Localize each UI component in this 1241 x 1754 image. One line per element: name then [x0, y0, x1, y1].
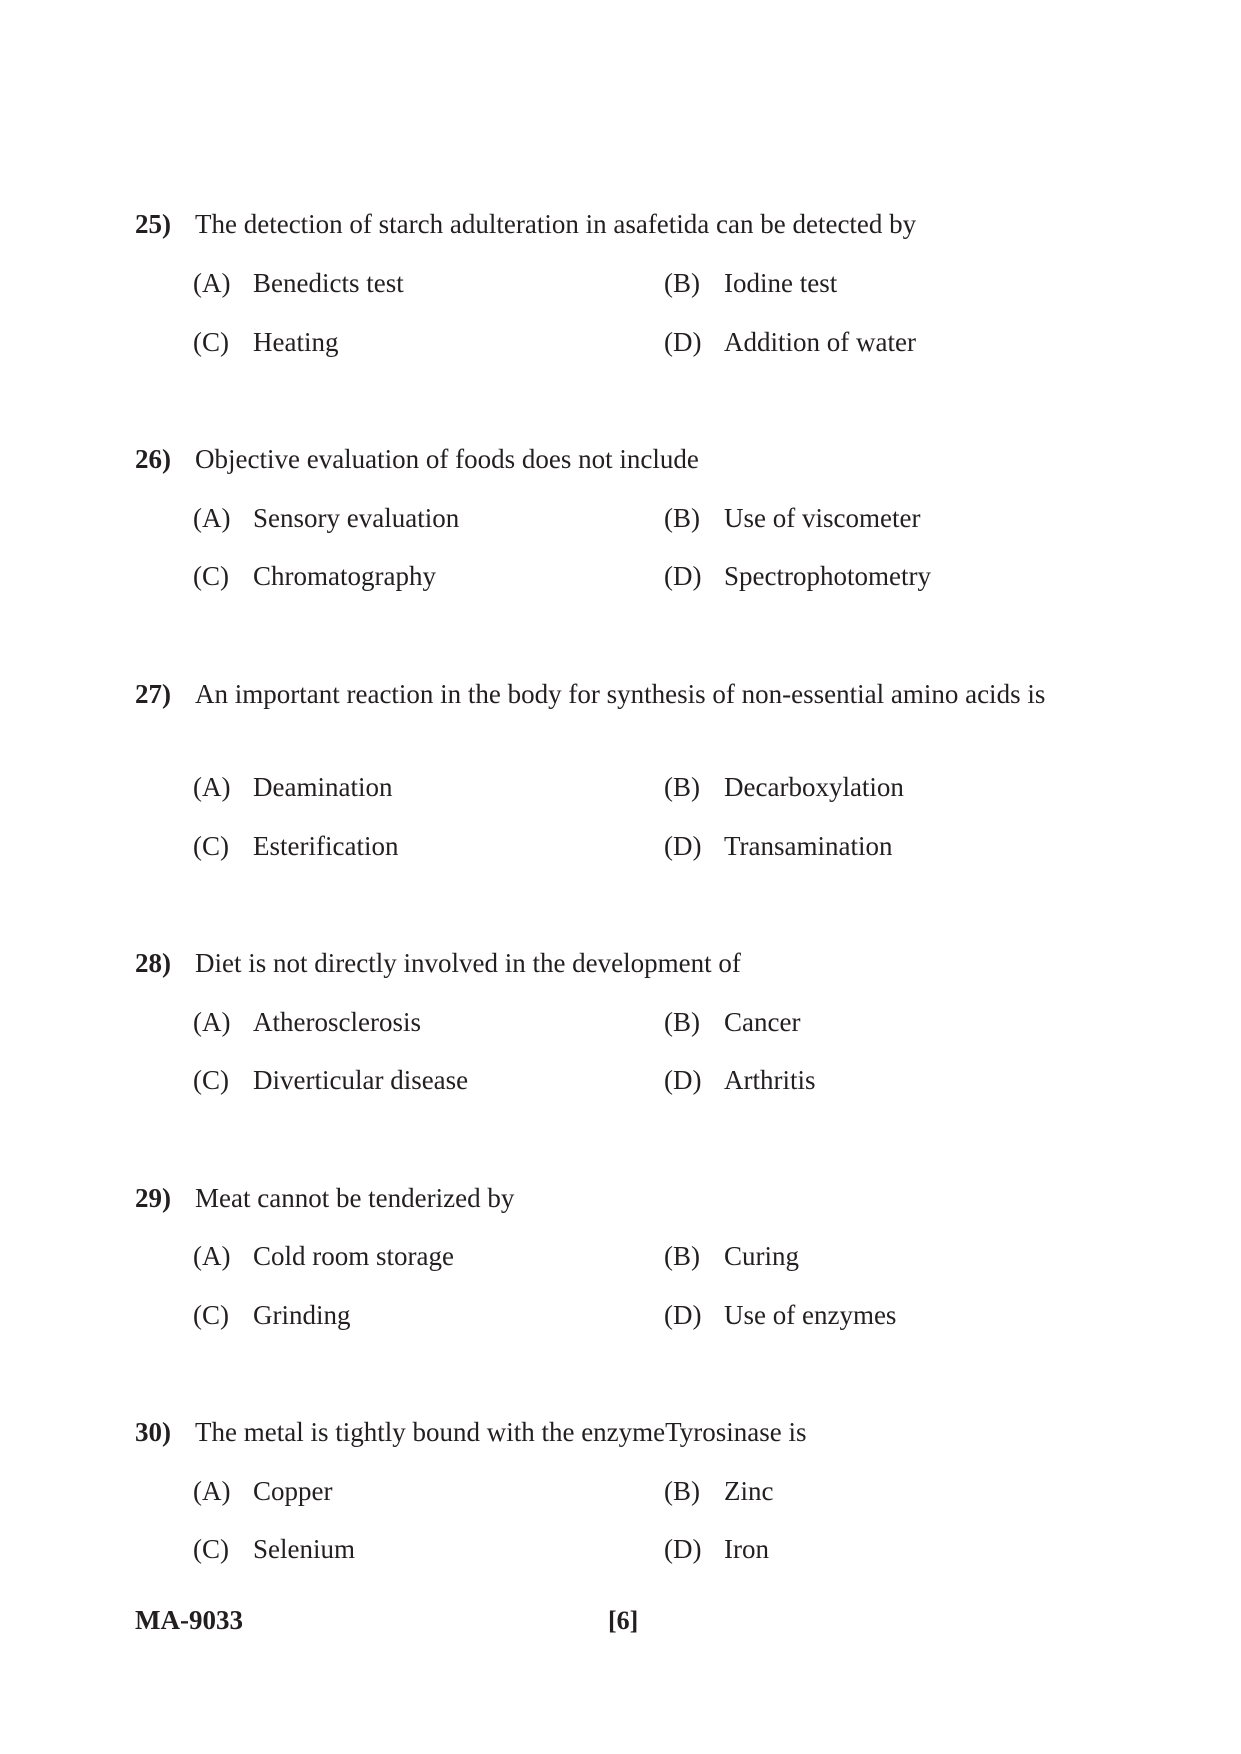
option-letter: (B) — [664, 1007, 700, 1037]
option-text: Esterification — [253, 831, 399, 861]
option-text: Decarboxylation — [724, 772, 904, 802]
option-text: Addition of water — [724, 327, 916, 357]
question-text: An important reaction in the body for synthesis of non-essential amino acids is — [195, 679, 1046, 709]
option-text: Arthritis — [724, 1065, 816, 1095]
option-text: Copper — [253, 1476, 333, 1506]
option-text: Benedicts test — [253, 268, 404, 298]
option-c — [193, 829, 398, 864]
question-number: 27) — [135, 679, 171, 709]
option-c — [193, 325, 338, 360]
option-letter: (D) — [664, 1534, 702, 1564]
option-letter: (B) — [664, 1241, 700, 1271]
question-26 — [135, 442, 1095, 477]
question-stem — [135, 1415, 1095, 1450]
option-letter: (B) — [664, 503, 700, 533]
question-stem — [135, 442, 1095, 477]
question-text: The metal is tightly bound with the enzymeTyrosinase is — [195, 1417, 807, 1447]
question-stem — [135, 677, 1095, 712]
question-stem — [135, 946, 1095, 981]
option-text: Atherosclerosis — [253, 1007, 421, 1037]
question-27 — [135, 677, 1095, 712]
option-c — [193, 1532, 355, 1567]
option-letter: (D) — [664, 561, 702, 591]
option-d — [664, 829, 893, 864]
option-a — [193, 266, 404, 301]
option-text: Cancer — [724, 1007, 801, 1037]
option-b — [664, 770, 904, 805]
option-d — [664, 1063, 816, 1098]
question-stem — [135, 207, 1095, 242]
option-b — [664, 266, 837, 301]
option-letter: (C) — [193, 1534, 229, 1564]
option-text: Grinding — [253, 1300, 351, 1330]
question-text: The detection of starch adulteration in asafetida can be detected by — [195, 209, 917, 239]
option-letter: (C) — [193, 1300, 229, 1330]
option-text: Curing — [724, 1241, 800, 1271]
option-d — [664, 559, 931, 594]
page-number: [6] — [608, 1606, 639, 1635]
option-letter: (C) — [193, 831, 229, 861]
question-number: 26) — [135, 444, 171, 474]
option-letter: (D) — [664, 1065, 702, 1095]
option-letter: (B) — [664, 1476, 700, 1506]
option-text: Iron — [724, 1534, 769, 1564]
question-stem — [135, 1181, 1095, 1216]
option-text: Zinc — [724, 1476, 774, 1506]
option-letter: (D) — [664, 1300, 702, 1330]
question-29 — [135, 1181, 1095, 1216]
option-letter: (A) — [193, 1241, 231, 1271]
option-text: Chromatography — [253, 561, 436, 591]
option-letter: (A) — [193, 1007, 231, 1037]
option-text: Sensory evaluation — [253, 503, 460, 533]
option-text: Transamination — [724, 831, 893, 861]
option-letter: (A) — [193, 268, 231, 298]
option-letter: (B) — [664, 268, 700, 298]
option-c — [193, 559, 436, 594]
option-d — [664, 1298, 896, 1333]
option-text: Selenium — [253, 1534, 355, 1564]
option-text: Cold room storage — [253, 1241, 454, 1271]
option-a — [193, 770, 392, 805]
option-text: Iodine test — [724, 268, 838, 298]
option-letter: (A) — [193, 772, 231, 802]
option-letter: (C) — [193, 327, 229, 357]
option-letter: (C) — [193, 1065, 229, 1095]
option-text: Use of enzymes — [724, 1300, 897, 1330]
option-d — [664, 325, 916, 360]
option-c — [193, 1063, 468, 1098]
question-number: 30) — [135, 1417, 171, 1447]
option-text: Deamination — [253, 772, 393, 802]
question-text: Objective evaluation of foods does not include — [195, 444, 699, 474]
option-a — [193, 1474, 332, 1509]
option-b — [664, 501, 920, 536]
option-a — [193, 501, 459, 536]
question-25 — [135, 207, 1095, 242]
question-text: Diet is not directly involved in the development of — [195, 948, 741, 978]
option-text: Spectrophotometry — [724, 561, 931, 591]
option-b — [664, 1474, 773, 1509]
option-a — [193, 1005, 421, 1040]
paper-code: MA-9033 — [135, 1605, 243, 1635]
question-text: Meat cannot be tenderized by — [195, 1183, 515, 1213]
question-number: 28) — [135, 948, 171, 978]
option-letter: (A) — [193, 1476, 231, 1506]
option-letter: (C) — [193, 561, 229, 591]
question-30 — [135, 1415, 1095, 1450]
question-28 — [135, 946, 1095, 981]
option-text: Diverticular disease — [253, 1065, 469, 1095]
question-number: 25) — [135, 209, 171, 239]
option-text: Heating — [253, 327, 339, 357]
option-letter: (A) — [193, 503, 231, 533]
option-letter: (D) — [664, 327, 702, 357]
option-a — [193, 1239, 454, 1274]
option-d — [664, 1532, 769, 1567]
option-b — [664, 1239, 799, 1274]
option-c — [193, 1298, 351, 1333]
option-letter: (B) — [664, 772, 700, 802]
question-number: 29) — [135, 1183, 171, 1213]
option-b — [664, 1005, 800, 1040]
option-text: Use of viscometer — [724, 503, 921, 533]
option-letter: (D) — [664, 831, 702, 861]
